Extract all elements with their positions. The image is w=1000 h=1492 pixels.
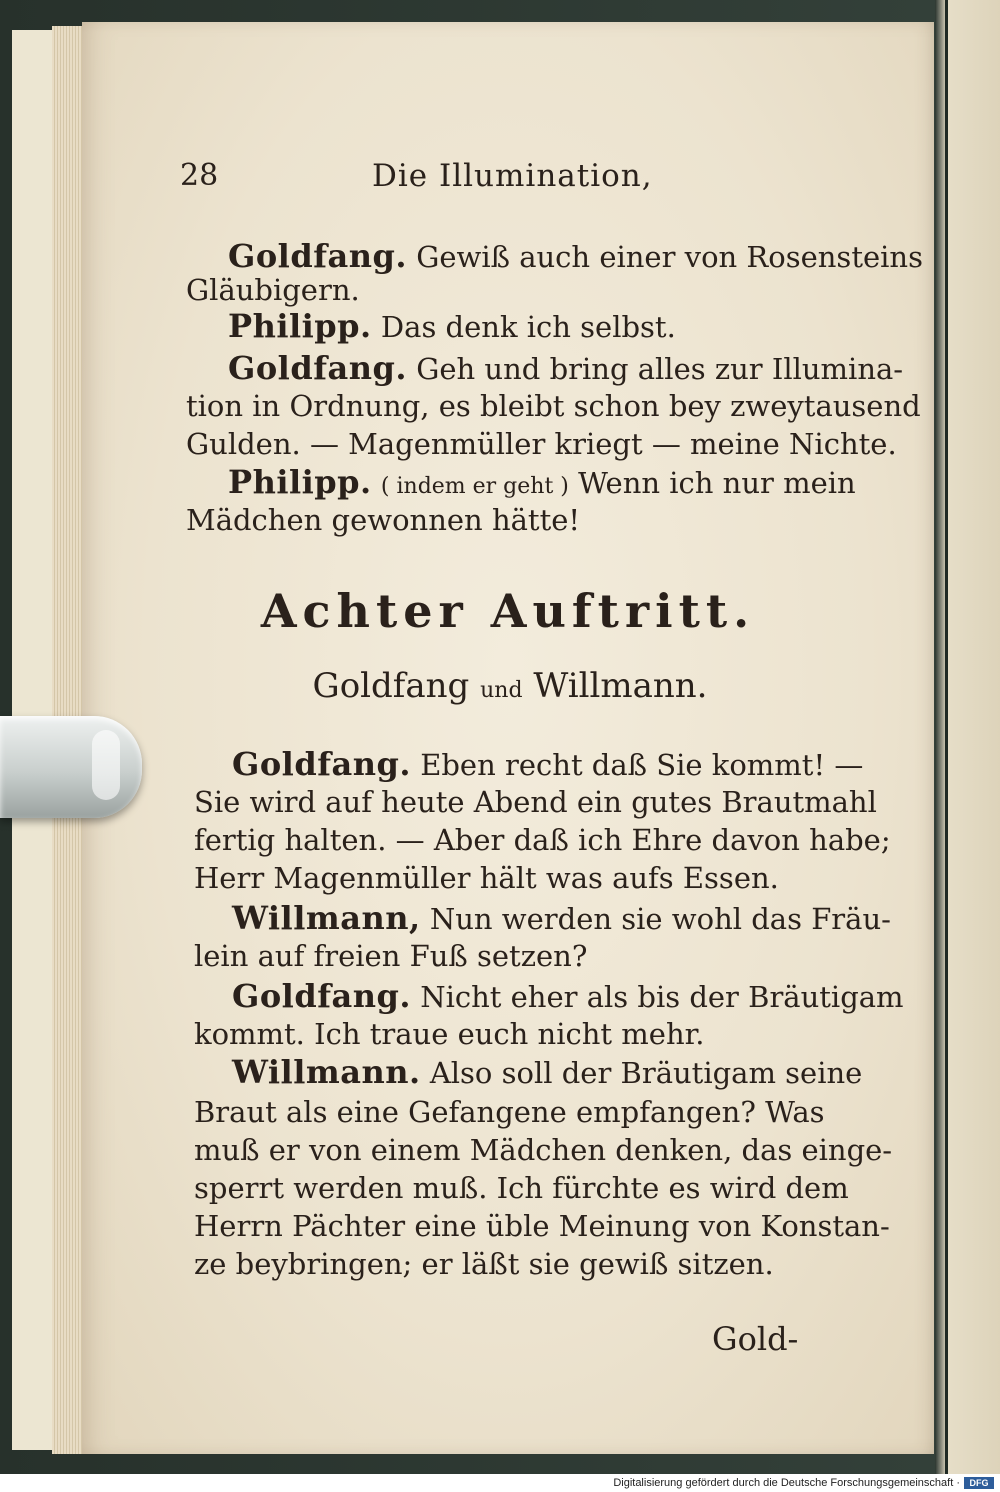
speech-line: kommt. Ich traue euch nicht mehr.	[194, 1017, 705, 1051]
page-number: 28	[180, 158, 219, 193]
footer-bar	[0, 1474, 1000, 1492]
speech-line: Herr Magenmüller hält was aufs Essen.	[194, 861, 779, 895]
speech-line: Willmann, Nun werden sie wohl das Fräu-	[232, 899, 891, 937]
dfg-logo: DFG	[964, 1477, 994, 1489]
speech-line: Herrn Pächter eine üble Meinung von Konstan-	[194, 1209, 890, 1243]
speech-line: Goldfang. Gewiß auch einer von Rosensteins	[228, 237, 923, 275]
page-clip	[0, 716, 142, 818]
speech-line: Goldfang. Geh und bring alles zur Illumina-	[228, 349, 904, 387]
speech-line: Goldfang. Nicht eher als bis der Bräutigam	[232, 977, 904, 1015]
speaker-name: Goldfang.	[232, 745, 411, 783]
speaker-name: Goldfang.	[228, 237, 407, 275]
speech-line: Willmann. Also soll der Bräutigam seine	[232, 1053, 863, 1091]
speaker-name: Goldfang.	[232, 977, 411, 1015]
speech-line: sperrt werden muß. Ich fürchte es wird dem	[194, 1171, 849, 1205]
speech-line: Goldfang. Eben recht daß Sie kommt! —	[232, 745, 864, 783]
speech-line: Philipp. ( indem er geht ) Wenn ich nur mein	[228, 463, 856, 501]
speaker-name: Philipp.	[228, 463, 372, 501]
speech-line: fertig halten. — Aber daß ich Ehre davon habe;	[194, 823, 891, 857]
speech-line: Gulden. — Magenmüller kriegt — meine Nichte.	[186, 427, 897, 461]
speech-line: Mädchen gewonnen hätte!	[186, 503, 581, 537]
speech-line: muß er von einem Mädchen denken, das einge-	[194, 1133, 893, 1167]
stage-direction: ( indem er geht )	[380, 474, 569, 499]
scene-title: Achter Auftritt.	[260, 584, 756, 638]
speech-line: tion in Ordnung, es bleibt schon bey zweytausend	[186, 389, 921, 423]
speech-line: Philipp. Das denk ich selbst.	[228, 307, 676, 345]
speech-line: lein auf freien Fuß setzen?	[194, 939, 588, 973]
speaker-name: Willmann,	[232, 899, 421, 937]
speech-line: ze beybringen; er läßt sie gewiß sitzen.	[194, 1247, 774, 1281]
scene-cast: Goldfang und Willmann.	[312, 666, 708, 706]
funding-credit: Digitalisierung gefördert durch die Deutsche Forschungsgemeinschaft ·	[613, 1477, 960, 1489]
speaker-name: Philipp.	[228, 307, 372, 345]
speaker-name: Willmann.	[232, 1053, 421, 1091]
speaker-name: Goldfang.	[228, 349, 407, 387]
catchword: Gold-	[712, 1320, 799, 1358]
speech-line: Braut als eine Gefangene empfangen? Was	[194, 1095, 825, 1129]
speech-line: Gläubigern.	[186, 273, 360, 307]
running-title: Die Illumination,	[372, 158, 653, 194]
speech-line: Sie wird auf heute Abend ein gutes Brautmahl	[194, 785, 877, 819]
